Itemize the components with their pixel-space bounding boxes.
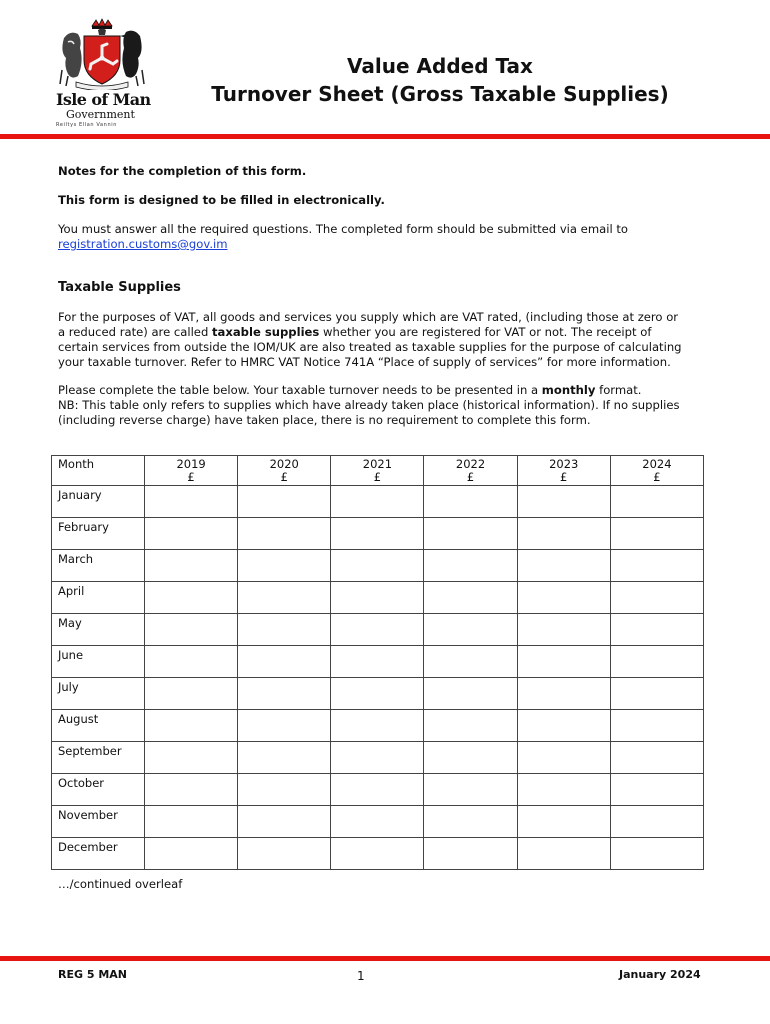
turnover-input[interactable] — [331, 614, 423, 643]
turnover-input-cell[interactable] — [517, 582, 610, 614]
turnover-input-cell[interactable] — [145, 678, 238, 710]
turnover-input[interactable] — [238, 678, 330, 707]
turnover-input[interactable] — [331, 646, 423, 675]
turnover-input-cell[interactable] — [610, 550, 703, 582]
taxable-supplies-paragraph — [58, 310, 688, 370]
month-label: November — [52, 806, 145, 838]
turnover-input-cell[interactable] — [238, 678, 331, 710]
turnover-input-cell[interactable] — [331, 774, 424, 806]
year-column-header: 2021 £ — [331, 456, 424, 486]
turnover-input[interactable] — [331, 486, 423, 515]
turnover-input-cell[interactable] — [517, 838, 610, 870]
turnover-input-cell[interactable] — [517, 774, 610, 806]
electronic-note: This form is designed to be filled in electronically. — [58, 193, 385, 207]
turnover-input-cell[interactable] — [517, 646, 610, 678]
table-row — [52, 518, 704, 550]
month-label: April — [52, 582, 145, 614]
turnover-input-cell[interactable] — [145, 774, 238, 806]
turnover-input[interactable] — [424, 518, 516, 547]
turnover-input-cell[interactable] — [238, 518, 331, 550]
turnover-input[interactable] — [424, 774, 516, 803]
instruction-text — [58, 222, 688, 252]
turnover-input[interactable] — [238, 646, 330, 675]
turnover-input-cell[interactable] — [610, 646, 703, 678]
turnover-input[interactable] — [611, 806, 703, 835]
turnover-input-cell[interactable] — [610, 838, 703, 870]
turnover-input-cell[interactable] — [238, 486, 331, 518]
table-row — [52, 646, 704, 678]
turnover-input-cell[interactable] — [424, 614, 517, 646]
turnover-input[interactable] — [424, 710, 516, 739]
turnover-input[interactable] — [611, 518, 703, 547]
turnover-input-cell[interactable] — [517, 550, 610, 582]
turnover-input[interactable] — [238, 774, 330, 803]
form-title-line1: Value Added Tax — [347, 54, 533, 78]
turnover-input[interactable] — [145, 646, 237, 675]
turnover-input[interactable] — [331, 710, 423, 739]
turnover-input[interactable] — [424, 486, 516, 515]
turnover-input-cell[interactable] — [424, 646, 517, 678]
turnover-input[interactable] — [424, 646, 516, 675]
footer-divider — [0, 956, 770, 961]
email-link[interactable]: registration.customs@gov.im — [58, 237, 228, 251]
table-row — [52, 710, 704, 742]
month-label: February — [52, 518, 145, 550]
turnover-input-cell[interactable] — [424, 838, 517, 870]
turnover-input-cell[interactable] — [424, 806, 517, 838]
turnover-input[interactable] — [145, 582, 237, 611]
nb-note: NB: This table only refers to supplies which have already taken place (historical information). If no supplies (including reverse charge) have taken place, there is no requirement to complete this form. — [58, 398, 680, 427]
table-row — [52, 806, 704, 838]
turnover-input-cell[interactable] — [424, 774, 517, 806]
turnover-input[interactable] — [238, 518, 330, 547]
turnover-input[interactable] — [424, 614, 516, 643]
year-column-header: 2022 £ — [424, 456, 517, 486]
para1-bold-term: taxable supplies — [212, 325, 320, 339]
para2-text-a: Please complete the table below. Your taxable turnover needs to be presented in a — [58, 383, 539, 397]
turnover-input[interactable] — [518, 646, 610, 675]
turnover-input-cell[interactable] — [517, 614, 610, 646]
turnover-table — [51, 455, 704, 870]
para1-text-b: whether you are registered for VAT or not. The receipt of certain services from outside the IOM/UK are also treated as taxable supplies for the purpose of calculating your taxable turnover. Refer to HMRC VAT Notice 741A “Place of supply of services” for more information. — [58, 325, 682, 369]
table-row — [52, 550, 704, 582]
turnover-input-cell[interactable] — [145, 550, 238, 582]
turnover-input[interactable] — [238, 582, 330, 611]
turnover-input[interactable] — [145, 486, 237, 515]
turnover-input-cell[interactable] — [424, 486, 517, 518]
turnover-input[interactable] — [611, 838, 703, 867]
instruction-body: You must answer all the required questions. The completed form should be submitted via email to — [58, 222, 628, 236]
turnover-input-cell[interactable] — [424, 518, 517, 550]
turnover-input[interactable] — [611, 646, 703, 675]
turnover-input-cell[interactable] — [424, 710, 517, 742]
page-number: 1 — [357, 969, 365, 983]
turnover-input-cell[interactable] — [517, 742, 610, 774]
turnover-input-cell[interactable] — [517, 486, 610, 518]
month-column-header: Month — [52, 456, 145, 486]
turnover-input[interactable] — [518, 774, 610, 803]
table-row — [52, 774, 704, 806]
turnover-input-cell[interactable] — [238, 646, 331, 678]
turnover-input-cell[interactable] — [331, 582, 424, 614]
turnover-input[interactable] — [145, 710, 237, 739]
month-label: January — [52, 486, 145, 518]
turnover-input[interactable] — [238, 550, 330, 579]
turnover-input[interactable] — [518, 582, 610, 611]
notes-heading: Notes for the completion of this form. — [58, 164, 307, 178]
turnover-input[interactable] — [424, 678, 516, 707]
turnover-input-cell[interactable] — [331, 646, 424, 678]
turnover-input-cell[interactable] — [238, 614, 331, 646]
turnover-input-cell[interactable] — [331, 710, 424, 742]
turnover-input-cell[interactable] — [238, 550, 331, 582]
turnover-input[interactable] — [238, 742, 330, 771]
turnover-input[interactable] — [611, 486, 703, 515]
turnover-input-cell[interactable] — [145, 518, 238, 550]
turnover-input[interactable] — [238, 838, 330, 867]
turnover-input[interactable] — [424, 806, 516, 835]
turnover-input[interactable] — [518, 742, 610, 771]
form-code: REG 5 MAN — [58, 968, 127, 981]
para2-bold-term: monthly — [541, 383, 596, 397]
turnover-input[interactable] — [424, 582, 516, 611]
turnover-input-cell[interactable] — [145, 646, 238, 678]
year-column-header: 2019 £ — [145, 456, 238, 486]
table-row — [52, 582, 704, 614]
turnover-input[interactable] — [145, 614, 237, 643]
turnover-input[interactable] — [518, 710, 610, 739]
turnover-input-cell[interactable] — [610, 518, 703, 550]
year-column-header: 2023 £ — [517, 456, 610, 486]
turnover-input[interactable] — [518, 614, 610, 643]
table-row — [52, 614, 704, 646]
turnover-input-cell[interactable] — [238, 742, 331, 774]
turnover-input[interactable] — [611, 742, 703, 771]
turnover-input[interactable] — [331, 806, 423, 835]
turnover-input[interactable] — [331, 582, 423, 611]
turnover-input[interactable] — [238, 710, 330, 739]
turnover-input-cell[interactable] — [610, 806, 703, 838]
turnover-input-cell[interactable] — [145, 710, 238, 742]
month-label: December — [52, 838, 145, 870]
turnover-input-cell[interactable] — [331, 806, 424, 838]
turnover-input[interactable] — [238, 614, 330, 643]
turnover-input[interactable] — [611, 582, 703, 611]
turnover-input[interactable] — [518, 838, 610, 867]
turnover-input-cell[interactable] — [610, 742, 703, 774]
turnover-input-cell[interactable] — [238, 838, 331, 870]
turnover-input-cell[interactable] — [331, 614, 424, 646]
month-label: June — [52, 646, 145, 678]
turnover-input[interactable] — [145, 550, 237, 579]
turnover-input-cell[interactable] — [517, 678, 610, 710]
turnover-input[interactable] — [145, 806, 237, 835]
year-column-header: 2024 £ — [610, 456, 703, 486]
completion-instructions — [58, 383, 688, 428]
turnover-input[interactable] — [145, 742, 237, 771]
turnover-input-cell[interactable] — [145, 742, 238, 774]
logo-tagline: Reiltys Ellan Vannin — [56, 122, 117, 128]
turnover-input[interactable] — [611, 614, 703, 643]
turnover-input-cell[interactable] — [610, 710, 703, 742]
turnover-input[interactable] — [518, 678, 610, 707]
table-row — [52, 838, 704, 870]
turnover-input[interactable] — [424, 550, 516, 579]
turnover-input[interactable] — [331, 550, 423, 579]
turnover-input-cell[interactable] — [424, 582, 517, 614]
turnover-input[interactable] — [518, 486, 610, 515]
turnover-input-cell[interactable] — [145, 838, 238, 870]
form-title-line2: Turnover Sheet (Gross Taxable Supplies) — [211, 82, 669, 106]
turnover-input-cell[interactable] — [238, 774, 331, 806]
table-row — [52, 742, 704, 774]
turnover-input-cell[interactable] — [610, 774, 703, 806]
turnover-input-cell[interactable] — [145, 806, 238, 838]
turnover-input[interactable] — [611, 710, 703, 739]
turnover-input-cell[interactable] — [610, 678, 703, 710]
turnover-input-cell[interactable] — [424, 742, 517, 774]
turnover-input[interactable] — [331, 774, 423, 803]
turnover-input-cell[interactable] — [424, 678, 517, 710]
turnover-input-cell[interactable] — [238, 582, 331, 614]
month-label: August — [52, 710, 145, 742]
turnover-input-cell[interactable] — [238, 806, 331, 838]
turnover-input[interactable] — [331, 678, 423, 707]
turnover-input[interactable] — [611, 774, 703, 803]
turnover-input-cell[interactable] — [517, 806, 610, 838]
turnover-input-cell[interactable] — [145, 582, 238, 614]
turnover-input-cell[interactable] — [610, 582, 703, 614]
turnover-input-cell[interactable] — [610, 486, 703, 518]
turnover-input-cell[interactable] — [424, 550, 517, 582]
turnover-input[interactable] — [145, 774, 237, 803]
logo-name: Isle of Man — [56, 90, 151, 109]
header-divider — [0, 134, 770, 139]
turnover-input[interactable] — [145, 518, 237, 547]
table-row — [52, 678, 704, 710]
turnover-input-cell[interactable] — [331, 486, 424, 518]
month-label: October — [52, 774, 145, 806]
turnover-input[interactable] — [424, 838, 516, 867]
turnover-input[interactable] — [238, 806, 330, 835]
para1-text-a: For the purposes of VAT, all goods and services you supply which are VAT rated, (including those at zero or a reduced rate) are called — [58, 310, 679, 339]
turnover-input[interactable] — [331, 518, 423, 547]
turnover-input-cell[interactable] — [331, 550, 424, 582]
turnover-input[interactable] — [331, 742, 423, 771]
taxable-supplies-heading: Taxable Supplies — [58, 280, 181, 295]
form-date: January 2024 — [619, 968, 701, 981]
turnover-input-cell[interactable] — [331, 838, 424, 870]
logo-subtitle: Government — [66, 108, 135, 121]
month-label: July — [52, 678, 145, 710]
coat-of-arms-icon — [54, 18, 150, 90]
turnover-input-cell[interactable] — [331, 518, 424, 550]
para2-text-b: format. — [599, 383, 642, 397]
turnover-input[interactable] — [145, 678, 237, 707]
turnover-input[interactable] — [611, 678, 703, 707]
turnover-input[interactable] — [424, 742, 516, 771]
turnover-input[interactable] — [611, 550, 703, 579]
turnover-input[interactable] — [238, 486, 330, 515]
turnover-input-cell[interactable] — [331, 742, 424, 774]
turnover-input-cell[interactable] — [517, 710, 610, 742]
turnover-input-cell[interactable] — [238, 710, 331, 742]
turnover-input-cell[interactable] — [331, 678, 424, 710]
turnover-input[interactable] — [518, 806, 610, 835]
table-header-row — [52, 456, 704, 486]
turnover-input-cell[interactable] — [517, 518, 610, 550]
month-label: March — [52, 550, 145, 582]
month-label: September — [52, 742, 145, 774]
turnover-input[interactable] — [331, 838, 423, 867]
turnover-input[interactable] — [518, 518, 610, 547]
month-label: May — [52, 614, 145, 646]
table-row — [52, 486, 704, 518]
continued-overleaf: …/continued overleaf — [58, 877, 183, 891]
turnover-input-cell[interactable] — [145, 486, 238, 518]
turnover-input-cell[interactable] — [610, 614, 703, 646]
turnover-input-cell[interactable] — [145, 614, 238, 646]
turnover-input[interactable] — [145, 838, 237, 867]
year-column-header: 2020 £ — [238, 456, 331, 486]
turnover-input[interactable] — [518, 550, 610, 579]
